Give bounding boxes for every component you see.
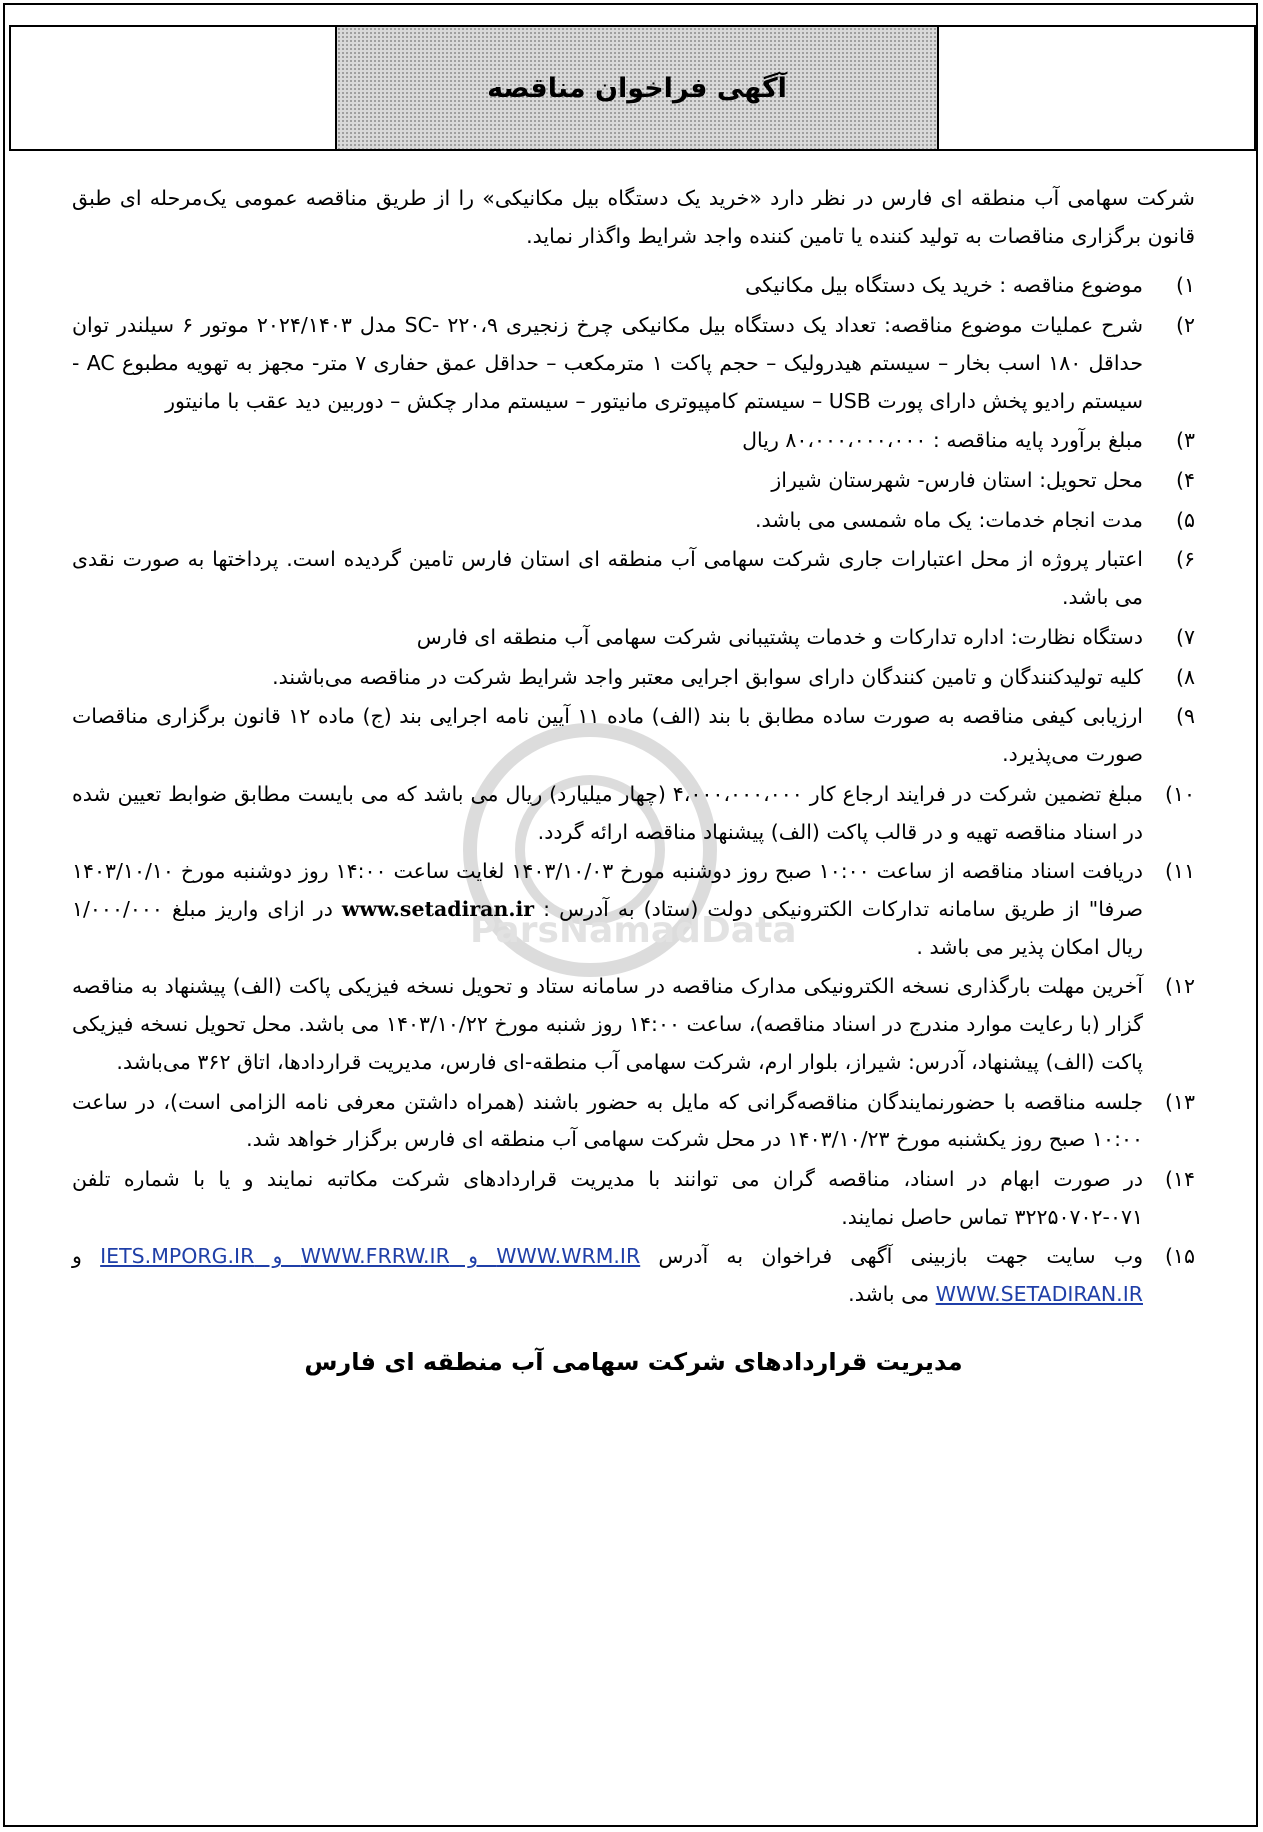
item-text-part: در ازای واریز مبلغ ۱/۰۰۰/۰۰۰ ریال امکان پذیر می باشد . [72, 896, 1143, 959]
list-item [72, 502, 1195, 540]
item-number: ۵) [1175, 507, 1195, 532]
setadiran-address: www.setadiran.ir [341, 896, 535, 921]
item-text: کلیه تولیدکنندگان و تامین کنندگان دارای سوابق اجرایی معتبر واجد شرایط شرکت در مناقصه می‌باشند. [272, 664, 1143, 689]
item-text: شرح عملیات موضوع مناقصه: تعداد یک دستگاه بیل مکانیکی چرخ زنجیری ۲۲۰،۹ -SC مدل ۲۰۲۴/۱۴۰۳ موتور ۶ سیلندر توان حداقل ۱۸۰ اسب بخار – سیستم هیدرولیک – حجم پاکت ۱ مترمکعب – حداقل عمق حفاری ۷ متر- مجهز به تهویه مطبوع AC - سیستم رادیو پخش دارای پورت USB – سیستم کامپیوتری مانیتور – سیستم مدار چکش – دوربین دید عقب با مانیتور [72, 313, 1144, 413]
intro-paragraph: شرکت سهامی آب منطقه ای فارس در نظر دارد «خرید یک دستگاه بیل مکانیکی» را از طریق مناقصه عمومی یک‌مرحله ای طبق قانون برگزاری مناقصات به تولید کننده یا تامین کننده واجد شرایط واگذار نماید. [72, 186, 1195, 248]
list-item [72, 1238, 1195, 1313]
notice-items [72, 267, 1195, 1313]
item-text: محل تحویل: استان فارس- شهرستان شیراز [771, 468, 1143, 493]
item-text: موضوع مناقصه : خرید یک دستگاه بیل مکانیکی [745, 273, 1143, 298]
signature-footer: مدیریت قراردادهای شرکت سهامی آب منطقه ای فارس [304, 1347, 963, 1376]
item-number: ۷) [1175, 624, 1195, 649]
item-text: ارزیابی کیفی مناقصه به صورت ساده مطابق با بند (الف) ماده ۱۱ آیین نامه اجرایی بند (ج) ماده ۱۲ قانون برگزاری مناقصات صورت می‌پذیرد. [72, 704, 1143, 767]
item-text: جلسه مناقصه با حضورنمایندگان مناقصه‌گرانی که مایل به حضور باشند (همراه داشتن معرفی نامه الزامی است)، در ساعت ۱۰:۰۰ صبح روز یکشنبه مورخ ۱۴۰۳/۱۰/۲۳ در محل شرکت سهامی آب منطقه ای فارس برگزار خواهد شد. [72, 1089, 1143, 1152]
list-item [72, 968, 1195, 1081]
item-number: ۱۰) [1164, 781, 1195, 806]
page-title: آگهی فراخوان مناقصه [487, 72, 787, 104]
header-right-cell [937, 27, 1254, 149]
item-number: ۱۴) [1164, 1166, 1195, 1191]
item-text-part: دریافت اسناد مناقصه از ساعت ۱۰:۰۰ صبح روز دوشنبه مورخ ۱۴۰۳/۱۰/۰۳ لغایت ساعت ۱۴:۰۰ روز دوشنبه مورخ ۱۴۰۳/۱۰/۱۰ صرفا" از طریق سامانه تدارکات الکترونیکی دولت (ستاد) به آدرس : [72, 859, 1144, 921]
list-item [72, 659, 1195, 697]
wrm-link[interactable]: WWW.WRM.IR [496, 1244, 641, 1269]
item-number: ۱۲) [1164, 974, 1195, 999]
item-number: ۱) [1175, 273, 1195, 298]
list-item [72, 307, 1195, 420]
header-title-cell [337, 27, 937, 149]
list-item [72, 541, 1195, 616]
item-text: مدت انجام خدمات: یک ماه شمسی می باشد. [755, 507, 1143, 532]
item-number: ۱۵) [1164, 1244, 1195, 1269]
item-text [72, 1238, 1143, 1313]
item-text: مبلغ تضمین شرکت در فرایند ارجاع کار ۴،۰۰۰،۰۰۰،۰۰۰ (چهار میلیارد) ریال می باشد که می بایست مطابق ضوابط تعیین شده در اسناد مناقصه تهیه و در قالب پاکت (الف) پیشنهاد مناقصه ارائه گردد. [72, 781, 1143, 844]
item-number: ۱۳) [1164, 1089, 1195, 1114]
list-item [72, 1084, 1195, 1159]
iets-link[interactable]: IETS.MPORG.IR [100, 1244, 255, 1269]
item-text: دستگاه نظارت: اداره تدارکات و خدمات پشتیبانی شرکت سهامی آب منطقه ای فارس [416, 624, 1143, 649]
item-text [72, 853, 1143, 966]
conjunction-text: و [72, 1244, 101, 1269]
list-item [72, 698, 1195, 773]
item-text-part: وب سایت جهت بازبینی آگهی فراخوان به آدرس [640, 1244, 1144, 1269]
item-number: ۲) [1175, 313, 1195, 338]
watermark-text: ParsNamadData [470, 910, 797, 951]
item-number: ۸) [1175, 664, 1195, 689]
item-text: آخرین مهلت بارگذاری نسخه الکترونیکی مدارک مناقصه در سامانه ستاد و تحویل نسخه فیزیکی پاکت (الف) پیشنهاد به مناقصه گزار (با رعایت موارد مندرج در اسناد مناقصه)، ساعت ۱۴:۰۰ روز شنبه مورخ ۱۴۰۳/۱۰/۲۲ می باشد. محل تحویل نسخه فیزیکی پاکت (الف) پیشنهاد، آدرس: شیراز، بلوار ارم، شرکت سهامی آب منطقه-ای فارس، مدیریت قراردادها، اتاق ۳۶۲ می‌باشد. [72, 974, 1143, 1074]
list-item [72, 776, 1195, 851]
list-item [72, 1161, 1195, 1236]
header-left-cell [11, 27, 337, 149]
list-item [72, 462, 1195, 500]
item-number: ۶) [1175, 547, 1195, 572]
item-text: اعتبار پروژه از محل اعتبارات جاری شرکت سهامی آب منطقه ای استان فارس تامین گردیده است. پرداختها به صورت نقدی می باشد. [72, 547, 1143, 610]
frrw-link[interactable]: WWW.FRRW.IR [300, 1244, 450, 1269]
item-number: ۱۱) [1164, 859, 1195, 884]
setadiran-link[interactable]: WWW.SETADIRAN.IR [935, 1282, 1143, 1307]
notice-body [72, 180, 1195, 1384]
item-number: ۹) [1175, 704, 1195, 729]
conjunction-text: و [254, 1244, 301, 1269]
title-header [9, 25, 1256, 151]
list-item [72, 422, 1195, 460]
item-text: مبلغ برآورد پایه مناقصه : ۸۰،۰۰۰،۰۰۰،۰۰۰ ریال [742, 428, 1143, 453]
item-number: ۴) [1175, 468, 1195, 493]
item-text: در صورت ابهام در اسناد، مناقصه گران می توانند با مدیریت قراردادهای شرکت مکاتبه نمایند و یا با شماره تلفن ۰۷۱-۳۲۲۵۰۷۰۲ تماس حاصل نمایند. [72, 1166, 1143, 1229]
conjunction-text: و [449, 1244, 497, 1269]
list-item [72, 267, 1195, 305]
list-item [72, 619, 1195, 657]
item-number: ۳) [1175, 428, 1195, 453]
list-item [72, 853, 1195, 966]
item-text-part: می باشد. [848, 1282, 936, 1307]
